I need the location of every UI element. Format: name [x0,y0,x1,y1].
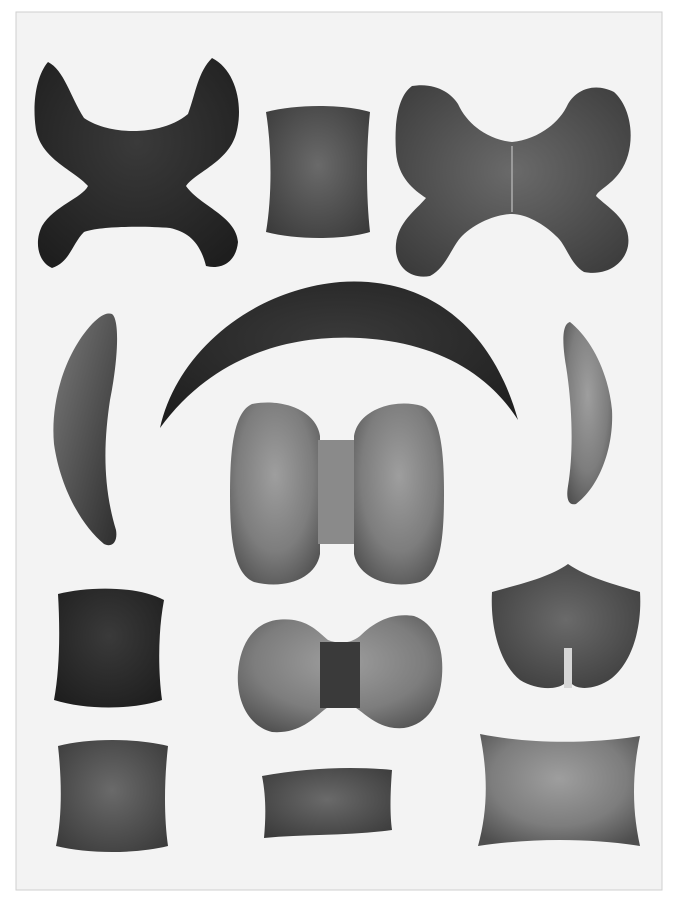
concave-bar [54,589,164,708]
concave-bar [478,734,640,846]
rectangular-bar [56,740,168,852]
rectangular-bar [266,106,370,238]
bar [262,768,392,838]
notch [564,648,572,688]
bannerstone-waist [320,642,360,708]
